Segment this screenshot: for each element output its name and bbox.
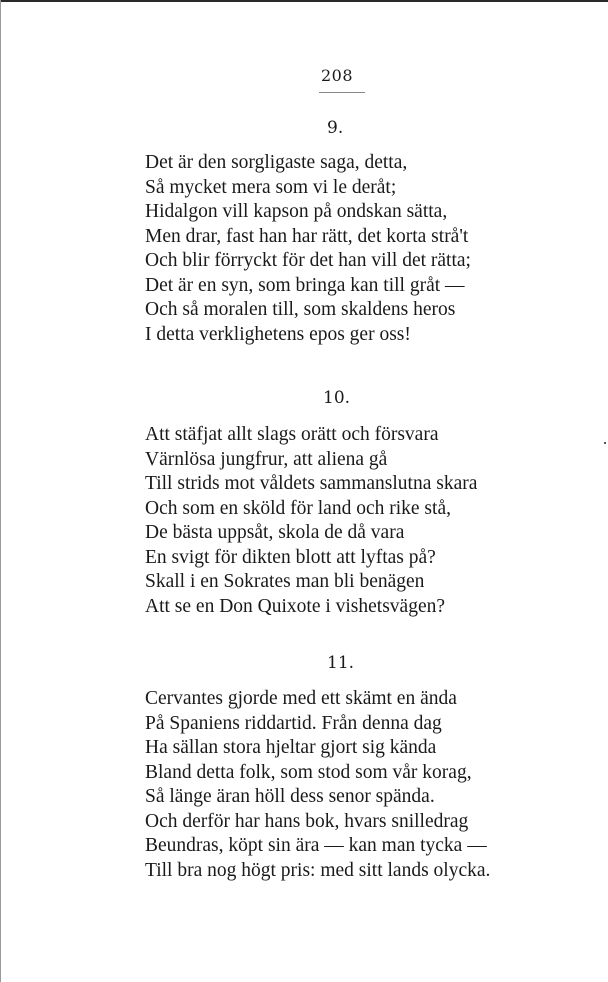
verse-line: Cervantes gjorde med ett skämt en ända (145, 688, 457, 709)
stanza-number-10: 10. (323, 388, 351, 408)
verse-line: Ha sällan stora hjeltar gjort sig kända (145, 737, 437, 758)
verse-line: En svigt för dikten blott att lyftas på? (145, 546, 436, 568)
verse-line: Till strids mot våldets sammanslutna skara (145, 473, 478, 494)
verse-line: De bästa uppsåt, skola de då vara (145, 522, 405, 543)
verse-line: Till bra nog högt pris: med sitt lands olycka. (145, 859, 491, 881)
verse-line: Så mycket mera som vi le deråt; (145, 176, 397, 198)
stanza-9 (145, 151, 471, 347)
verse-line: Så länge äran höll dess senor spända. (145, 786, 435, 807)
scan-edge-mark (604, 442, 606, 444)
page-number-rule (319, 92, 365, 93)
stanza-10 (145, 423, 477, 619)
verse-line: Det är den sorgligaste saga, detta, (145, 152, 408, 173)
verse-line: Värnlösa jungfrur, att aliena gå (145, 448, 388, 470)
page-top-border (0, 0, 608, 2)
verse-line: Och så moralen till, som skaldens heros (145, 299, 456, 320)
stanza-number-11: 11. (327, 653, 355, 673)
verse-line: Att se en Don Quixote i vishetsvägen? (145, 595, 446, 617)
verse-line: Och derför har hans bok, hvars snilledrag (145, 810, 469, 832)
verse-line: Och som en sköld för land och rike stå, (145, 497, 451, 519)
verse-line: Beundras, köpt sin ära — kan man tycka — (145, 835, 487, 856)
verse-line: Och blir förryckt för det han vill det rätta; (145, 250, 471, 271)
stanza-number-9: 9. (327, 118, 344, 138)
verse-line: Bland detta folk, som stod som vår korag, (145, 761, 472, 783)
stanza-11 (145, 687, 490, 883)
verse-line: Skall i en Sokrates man bli benägen (145, 571, 425, 592)
verse-line: Hidalgon vill kapson på ondskan sätta, (145, 201, 448, 222)
verse-line: På Spaniens riddartid. Från denna dag (145, 712, 442, 734)
verse-line: Det är en syn, som bringa kan till gråt — (145, 274, 465, 296)
verse-line: I detta verklighetens epos ger oss! (145, 323, 411, 345)
verse-line: Att stäfjat allt slags orätt och försvara (145, 424, 439, 445)
verse-line: Men drar, fast han har rätt, det korta strå't (145, 225, 469, 247)
page-number: 208 (321, 66, 354, 85)
page-left-border (0, 0, 1, 982)
